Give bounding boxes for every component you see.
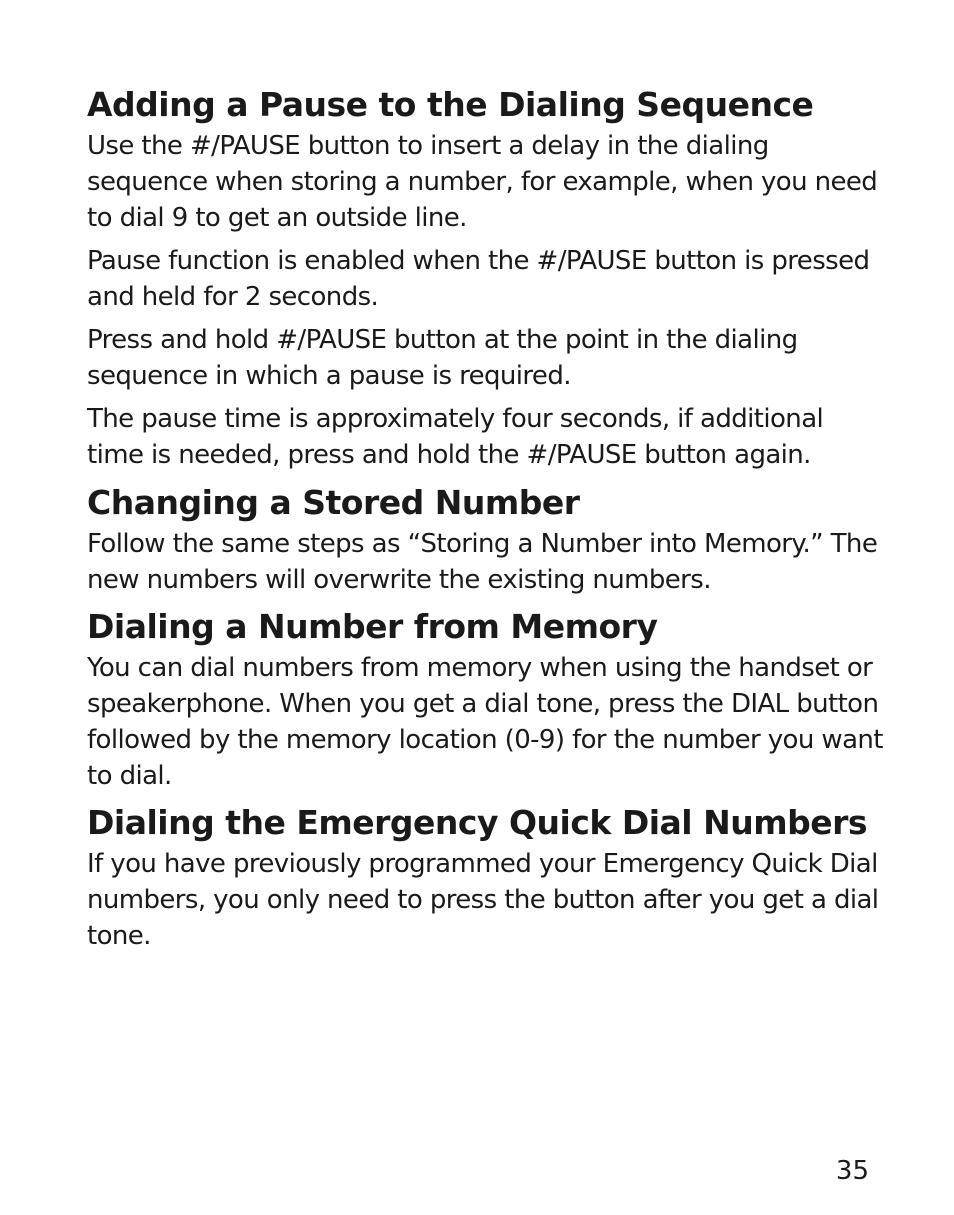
section-emergency-quick-dial bbox=[87, 802, 887, 954]
paragraph: Follow the same steps as “Storing a Number into Memory.” The new numbers will overwrite the existing numbers. bbox=[87, 529, 878, 595]
paragraph: Use the #/PAUSE button to insert a delay in the dialing sequence when storing a number, for example, when you need to dial 9 to get an outside line. bbox=[87, 131, 878, 233]
paragraph: If you have previously programmed your Emergency Quick Dial numbers, you only need to press the button after you get a dial tone. bbox=[87, 849, 879, 951]
section-dialing-from-memory bbox=[87, 606, 887, 794]
paragraph: You can dial numbers from memory when using the handset or speakerphone. When you get a dial tone, press the DIAL button followed by the memory location (0-9) for the number you want to dial. bbox=[87, 653, 883, 791]
paragraph: Press and hold #/PAUSE button at the point in the dialing sequence in which a pause is required. bbox=[87, 325, 798, 391]
section-changing-stored-number bbox=[87, 482, 887, 598]
manual-page bbox=[87, 84, 887, 958]
section-heading: Changing a Stored Number bbox=[87, 483, 580, 522]
section-heading: Dialing the Emergency Quick Dial Numbers bbox=[87, 803, 868, 842]
section-adding-pause bbox=[87, 84, 887, 473]
section-heading: Adding a Pause to the Dialing Sequence bbox=[87, 85, 814, 124]
paragraph: Pause function is enabled when the #/PAUSE button is pressed and held for 2 seconds. bbox=[87, 246, 870, 312]
page-number: 35 bbox=[835, 1156, 869, 1186]
paragraph: The pause time is approximately four seconds, if additional time is needed, press and hold the #/PAUSE button again. bbox=[87, 404, 824, 470]
section-heading: Dialing a Number from Memory bbox=[87, 607, 658, 646]
